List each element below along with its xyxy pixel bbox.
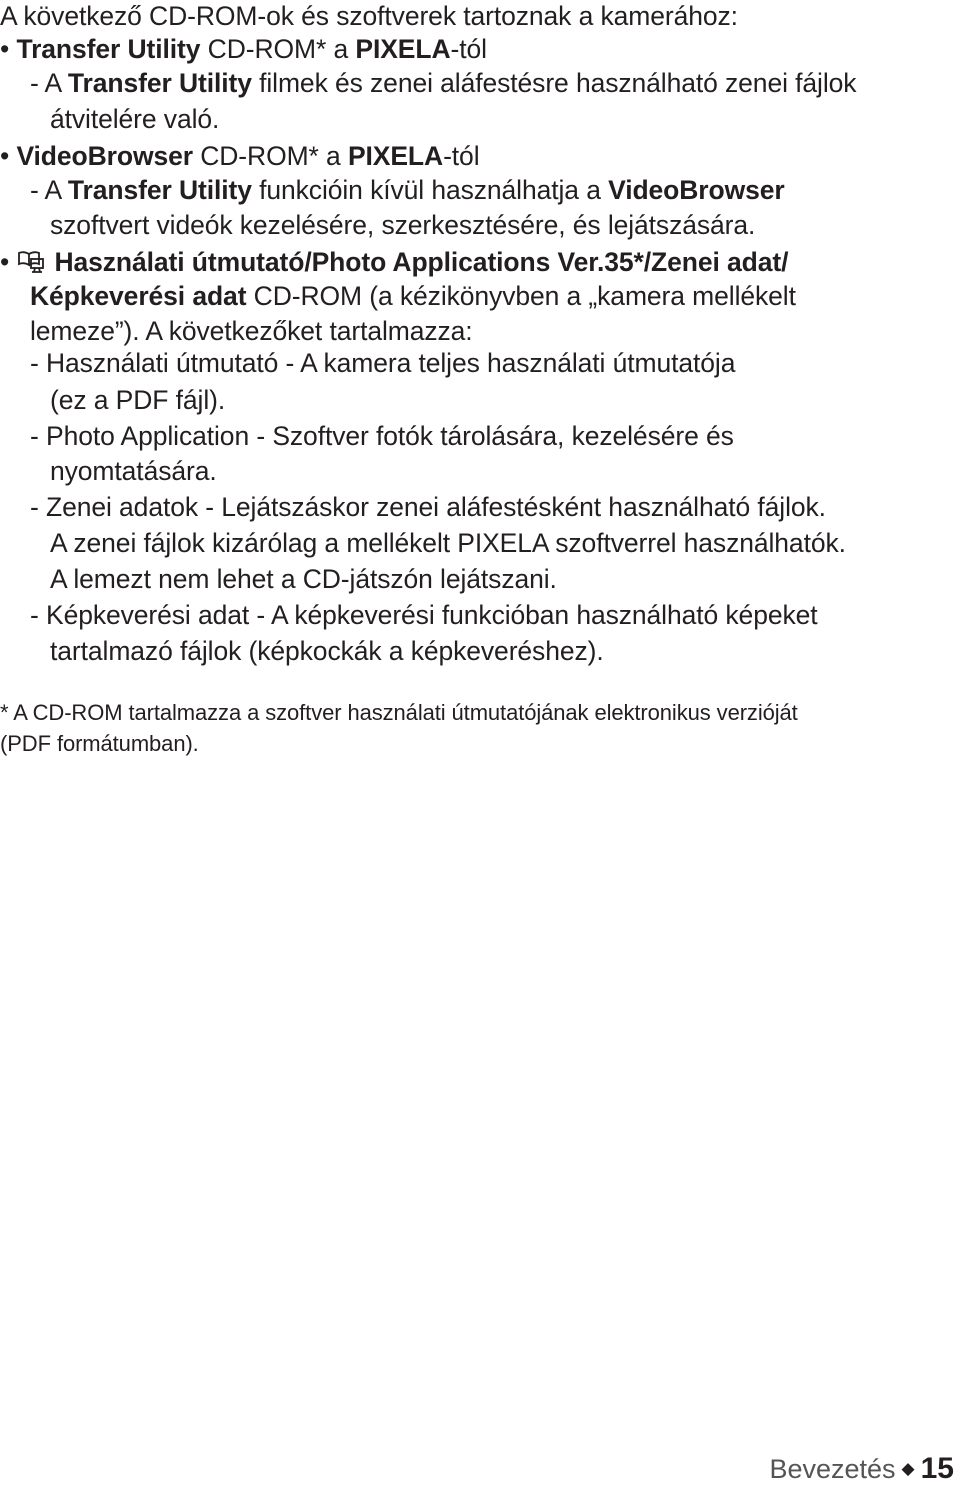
text-line — [30, 420, 734, 452]
text-segment: átvitelére való. — [50, 104, 220, 134]
text-line — [50, 103, 219, 135]
text-segment: A zenei fájlok kizárólag a mellékelt PIXELA szoftverrel használhatók. — [50, 528, 846, 558]
text-segment: CD-ROM (a kézikönyvben a „kamera mellékelt — [246, 281, 796, 311]
text-segment: - Zenei adatok - Lejátszáskor zenei aláfestésként használható fájlok. — [30, 492, 826, 522]
text-segment: -tól — [450, 34, 487, 64]
text-segment: - Használati útmutató - A kamera teljes használati útmutatója — [30, 348, 736, 378]
text-segment: Transfer Utility — [67, 68, 252, 98]
text-line — [50, 209, 755, 241]
text-line — [30, 174, 785, 206]
text-line — [30, 315, 473, 347]
text-segment: filmek és zenei aláfestésre használható zenei fájlok — [251, 68, 857, 98]
text-segment: tartalmazó fájlok (képkockák a képkeveréshez). — [50, 636, 604, 666]
text-segment: - A — [30, 175, 68, 205]
footnote-line-2: (PDF formátumban). — [0, 731, 199, 756]
text-segment: Képkeverési adat — [30, 281, 247, 311]
text-segment: lemeze”). A következőket tartalmazza: — [30, 316, 473, 346]
text-segment: CD-ROM* a — [200, 34, 356, 64]
text-segment: - A — [30, 68, 68, 98]
text-segment: funkcióin kívül használhatja a — [251, 175, 609, 205]
text-segment: nyomtatására. — [50, 456, 217, 486]
text-segment: • — [0, 141, 17, 171]
text-line — [50, 384, 225, 416]
page-footer — [769, 1452, 954, 1486]
text-line — [30, 599, 818, 631]
text-line — [30, 491, 826, 523]
text-line — [0, 0, 738, 32]
text-line — [50, 563, 557, 595]
page-number: 15 — [920, 1452, 954, 1485]
text-segment: Transfer Utility — [16, 34, 201, 64]
text-line — [0, 246, 788, 278]
diamond-separator: ◆ — [901, 1459, 915, 1478]
text-segment: • — [0, 34, 17, 64]
text-segment: VideoBrowser — [16, 141, 193, 171]
text-segment: A lemezt nem lehet a CD-játszón lejátszani. — [50, 564, 557, 594]
text-segment: PIXELA — [347, 141, 444, 171]
text-segment: szoftvert videók kezelésére, szerkesztésére, és lejátszására. — [50, 210, 756, 240]
text-segment: Transfer Utility — [67, 175, 252, 205]
text-segment: VideoBrowser — [608, 175, 785, 205]
text-line — [50, 635, 604, 667]
footnote-line-1: * A CD-ROM tartalmazza a szoftver használati útmutatójának elektronikus verzióját — [0, 700, 798, 725]
text-segment: -tól — [443, 141, 480, 171]
text-line — [50, 527, 846, 559]
text-segment: - Képkeverési adat - A képkeverési funkcióban használható képeket — [30, 600, 818, 630]
disc-manual-icon — [16, 249, 46, 273]
text-line — [0, 140, 479, 172]
text-line — [30, 347, 735, 379]
text-line — [0, 33, 487, 65]
text-segment: A következő CD-ROM-ok és szoftverek tartoznak a kamerához: — [0, 1, 738, 31]
text-line — [30, 280, 796, 312]
text-line — [30, 67, 856, 99]
text-segment: PIXELA — [355, 34, 451, 64]
text-segment: CD-ROM* a — [192, 141, 348, 171]
text-line — [50, 455, 217, 487]
text-segment: (ez a PDF fájl). — [50, 385, 226, 415]
text-segment: - Photo Application - Szoftver fotók tárolására, kezelésére és — [30, 421, 734, 451]
section-name: Bevezetés — [769, 1454, 896, 1484]
text-segment: • — [0, 247, 17, 277]
text-segment: Használati útmutató/Photo Applications Ver.35*/Zenei adat/ — [54, 247, 789, 277]
